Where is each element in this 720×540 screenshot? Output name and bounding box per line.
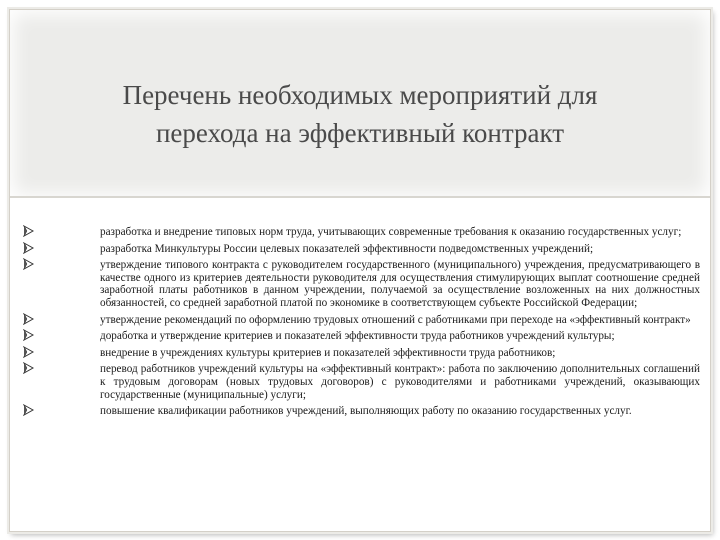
list-item bbox=[18, 226, 700, 239]
list-item bbox=[18, 243, 700, 256]
title-band bbox=[10, 10, 710, 198]
list-item-text: разработка и внедрение типовых норм труда, учитывающих современные требования к оказанию государственных услуг; bbox=[100, 226, 682, 238]
list-item bbox=[18, 405, 700, 418]
list-item-text: доработка и утверждение критериев и показателей эффективности труда работников учреждений культуры; bbox=[100, 330, 615, 343]
slide-title-line-1: Перечень необходимых мероприятий для bbox=[122, 80, 598, 110]
slide-title-line-2: перехода на эффективный контракт bbox=[155, 118, 565, 148]
list-item bbox=[18, 259, 700, 309]
arrowhead-bullet-icon bbox=[23, 362, 35, 374]
list-item-text: повышение квалификации работников учреждений, выполняющих работу по оказанию государственных услуг. bbox=[100, 405, 632, 418]
list-item-text: утверждение рекомендаций по оформлению трудовых отношений с работниками при переходе на «эффективный контракт» bbox=[100, 313, 691, 326]
list-item-text: перевод работников учреждений культуры на «эффективный контракт»: работа по заключению дополнительных соглашений к трудовым договорам (новых трудовых договоров) с руководителями и работниками учреждений, оказывающих государственные (муниципальные) услуги; bbox=[100, 363, 700, 401]
list-item bbox=[18, 330, 700, 343]
arrowhead-bullet-icon bbox=[23, 404, 35, 416]
arrowhead-bullet-icon bbox=[23, 258, 35, 270]
list-item bbox=[18, 314, 700, 327]
list-item-text: внедрение в учреждениях культуры критериев и показателей эффективности труда работников; bbox=[100, 346, 556, 359]
arrowhead-bullet-icon bbox=[23, 225, 35, 237]
list-item bbox=[18, 363, 700, 401]
arrowhead-bullet-icon bbox=[23, 242, 35, 254]
list-item-text: разработка Минкультуры России целевых показателей эффективности подведомственных учреждений; bbox=[100, 242, 594, 255]
slide bbox=[9, 9, 711, 532]
slide-title bbox=[50, 76, 670, 152]
arrowhead-bullet-icon bbox=[23, 346, 35, 358]
arrowhead-bullet-icon bbox=[23, 329, 35, 341]
arrowhead-bullet-icon bbox=[23, 313, 35, 325]
bullet-list bbox=[18, 226, 700, 422]
list-item-text: утверждение типового контракта с руководителем государственного (муниципального) учреждения, предусматривающего в качестве одного из критериев деятельности руководителя для осуществления стимулирующих выплат соотношение средней заработной платы работников в данном учреждении, получаемой за осуществление возложенных на них должностных обязанностей, со средней заработной платой по экономике в соответствующем субъекте Российской Федерации; bbox=[100, 259, 700, 309]
list-item bbox=[18, 347, 700, 360]
